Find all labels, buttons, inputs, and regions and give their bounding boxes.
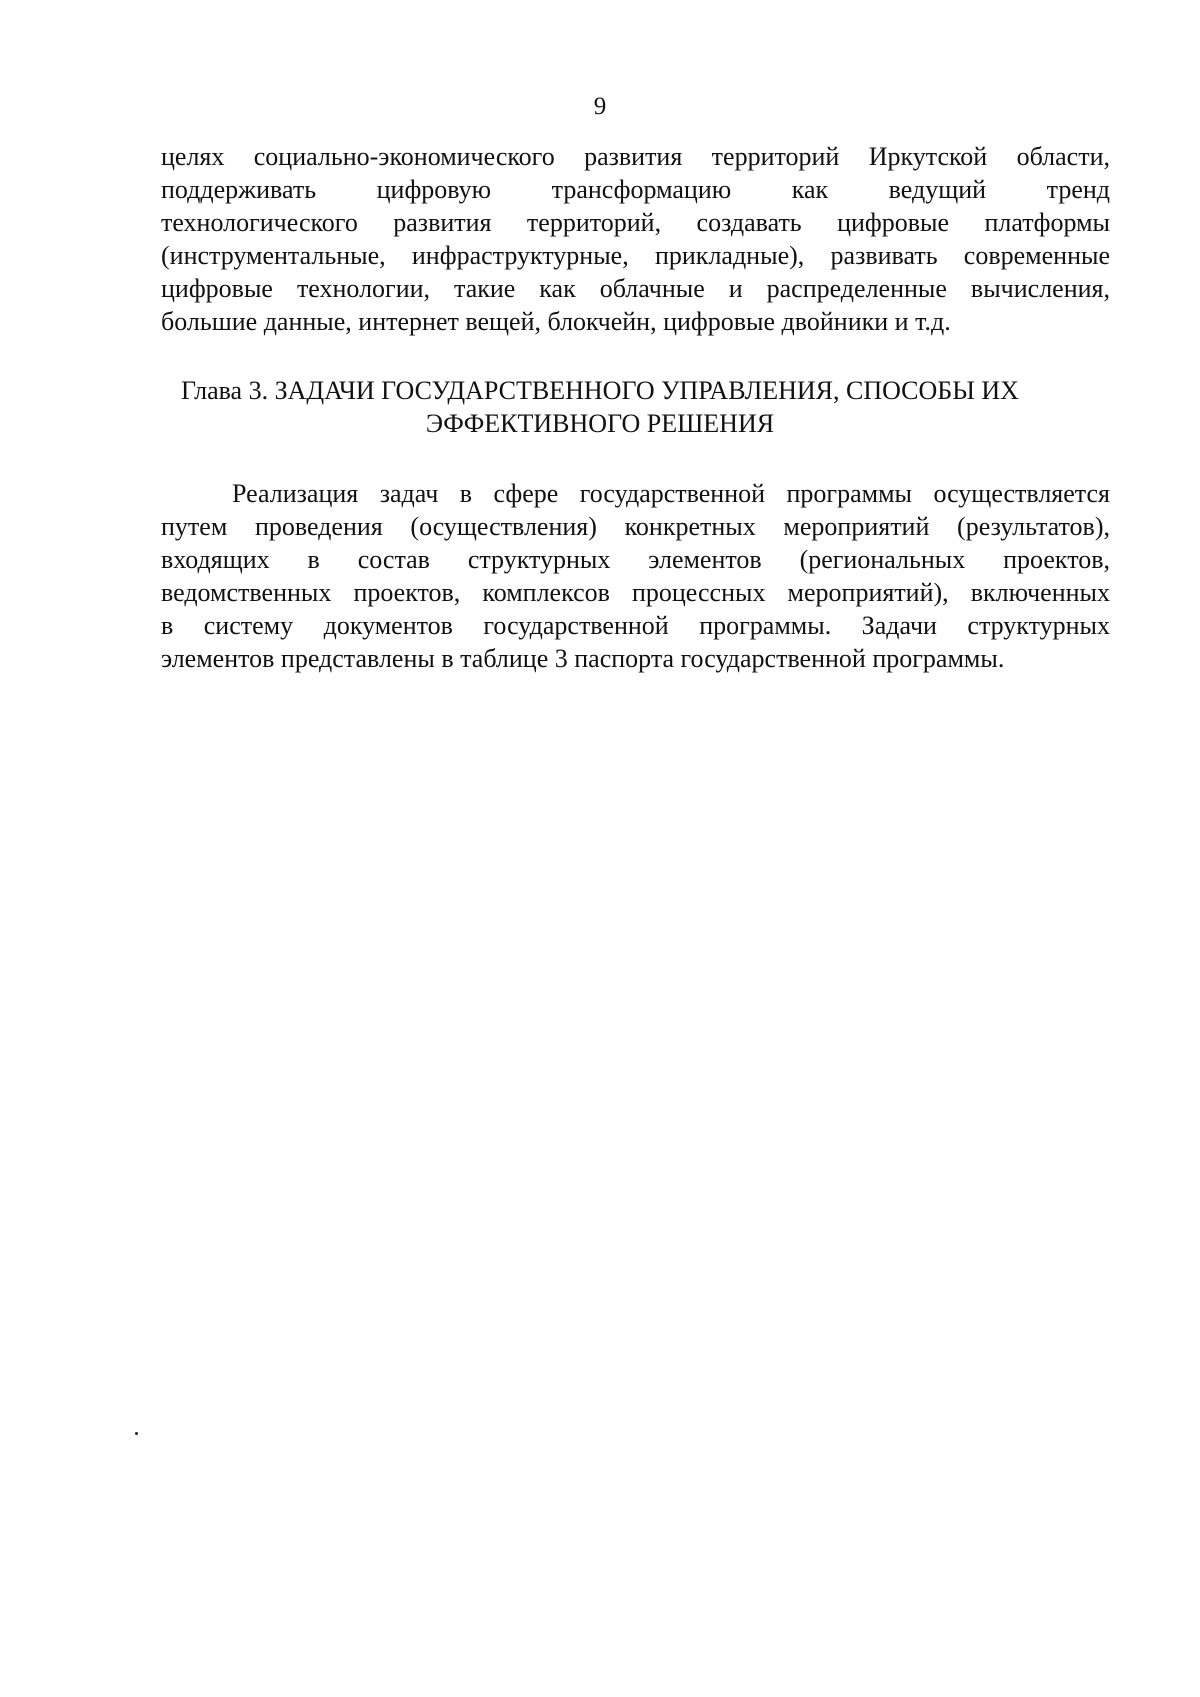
text-line: целях социально-экономического развития территорий Иркутской области, <box>161 142 1110 171</box>
heading-line: Глава 3. ЗАДАЧИ ГОСУДАРСТВЕННОГО УПРАВЛЕНИЯ, СПОСОБЫ ИХ <box>181 376 1019 405</box>
text-line: цифровые технологии, такие как облачные и распределенные вычисления, <box>161 274 1110 303</box>
text-line: большие данные, интернет вещей, блокчейн, цифровые двойники и т.д. <box>161 307 951 336</box>
text-line: технологического развития территорий, создавать цифровые платформы <box>161 208 1110 237</box>
text-line: ведомственных проектов, комплексов процессных мероприятий), включенных <box>161 578 1110 607</box>
text-line: Реализация задач в сфере государственной программы осуществляется <box>232 479 1110 508</box>
text-line: путем проведения (осуществления) конкретных мероприятий (результатов), <box>161 512 1110 541</box>
text-line: (инструментальные, инфраструктурные, прикладные), развивать современные <box>161 241 1110 270</box>
scan-speck <box>135 1432 138 1435</box>
text-line: поддерживать цифровую трансформацию как ведущий тренд <box>161 175 1110 204</box>
text-line: в систему документов государственной программы. Задачи структурных <box>161 611 1110 640</box>
page-number: 9 <box>593 93 607 120</box>
heading-line: ЭФФЕКТИВНОГО РЕШЕНИЯ <box>425 409 775 438</box>
text-line: входящих в состав структурных элементов (региональных проектов, <box>161 545 1110 574</box>
text-line: элементов представлены в таблице 3 паспорта государственной программы. <box>161 644 1005 673</box>
